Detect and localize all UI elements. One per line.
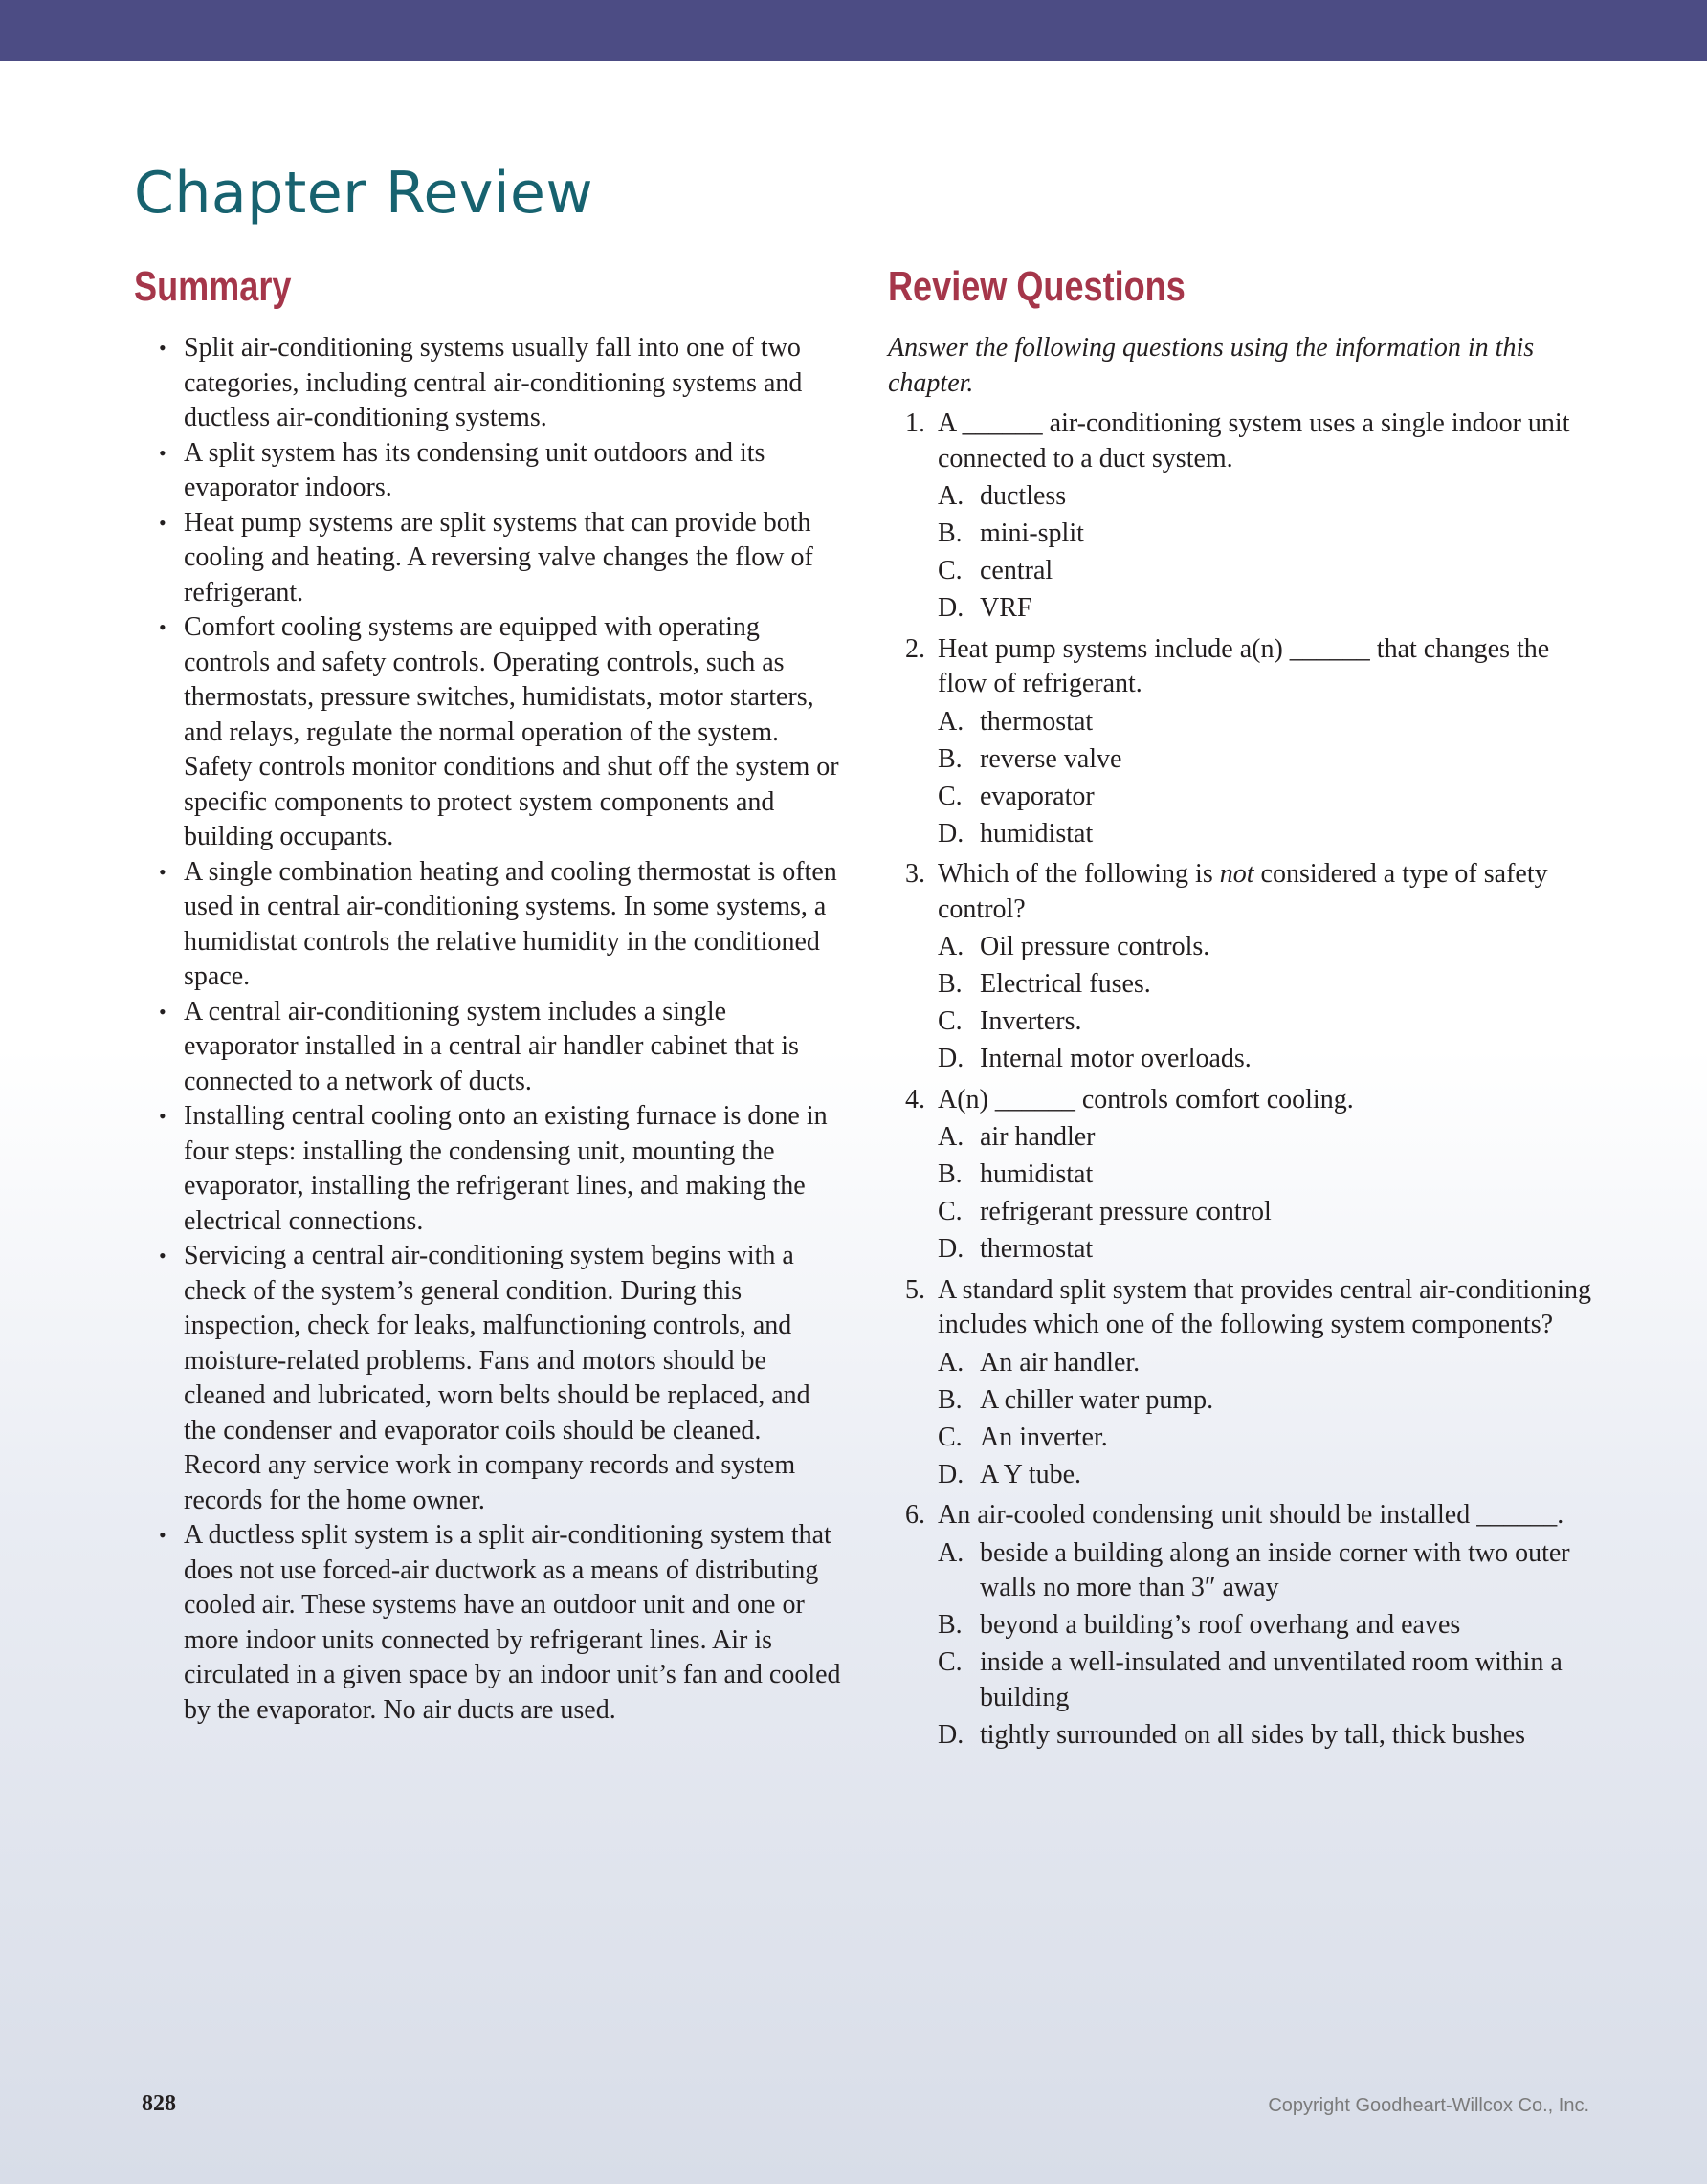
option-letter: A. [938, 1537, 964, 1568]
option-letter: C. [938, 556, 963, 585]
option-letter: C. [938, 1422, 963, 1452]
answer-options [938, 1536, 1596, 1754]
answer-option [938, 705, 1596, 740]
answer-option [938, 1536, 1596, 1606]
summary-item: • A central air-conditioning system includes a single evaporator installed in a central air handler cabinet that is connected to a network of ducts. [184, 995, 842, 1100]
answer-option [938, 479, 1596, 515]
question-number: 4. [905, 1084, 925, 1114]
summary-item: • A ductless split system is a split air-conditioning system that does not use forced-air ductwork as a means of distributing cooled air. These systems have an outdoor unit and one or more indoor units connected by refrigerant lines. Air is circulated in a given space by an indoor unit’s fan and cooled by the evaporator. No air ducts are used. [184, 1518, 842, 1728]
option-letter: A. [938, 706, 964, 737]
option-letter: B. [938, 1384, 963, 1415]
option-text: thermostat [980, 1234, 1094, 1264]
summary-item: • Split air-conditioning systems usually fall into one of two categories, including central air-conditioning systems and ductless air-conditioning systems. [184, 331, 842, 436]
summary-item: • A single combination heating and cooling thermostat is often used in central air-conditioning systems. In some systems, a humidistat controls the relative humidity in the conditioned space. [184, 855, 842, 995]
question-text-before: Which of the following is [938, 859, 1220, 889]
option-letter: B. [938, 969, 963, 999]
option-letter: A. [938, 1347, 964, 1378]
answer-option [938, 930, 1596, 965]
option-text: inside a well-insulated and unventilated room within a building [980, 1647, 1563, 1712]
option-text: central [980, 556, 1053, 585]
option-text: ductless [980, 481, 1067, 511]
option-text: A Y tube. [980, 1459, 1082, 1489]
question-4 [888, 1083, 1596, 1268]
option-letter: A. [938, 1122, 964, 1152]
option-text: refrigerant pressure control [980, 1197, 1272, 1226]
option-text: thermostat [980, 706, 1094, 737]
answer-options [938, 1346, 1596, 1493]
option-letter: D. [938, 1459, 964, 1489]
answer-option [938, 1383, 1596, 1419]
option-text: VRF [980, 593, 1032, 623]
question-number: 3. [905, 859, 925, 889]
option-letter: C. [938, 1006, 963, 1036]
answer-option [938, 1718, 1596, 1754]
answer-options [938, 705, 1596, 852]
question-list [888, 407, 1596, 1753]
question-text: A(n) ______ controls comfort cooling. [938, 1084, 1354, 1114]
page-number: 828 [142, 2091, 176, 2116]
question-text: Heat pump systems include a(n) ______ that changes the flow of refrigerant. [938, 633, 1550, 698]
question-number: 2. [905, 633, 925, 664]
question-text-after: considered a type of safety control? [938, 859, 1548, 924]
answer-option [938, 517, 1596, 552]
option-text: An air handler. [980, 1347, 1141, 1378]
answer-option [938, 1120, 1596, 1156]
summary-item: • A split system has its condensing unit outdoors and its evaporator indoors. [184, 436, 842, 506]
review-intro: Answer the following questions using the information in this chapter. [888, 333, 1535, 398]
copyright-notice: Copyright Goodheart-Willcox Co., Inc. [1268, 2095, 1589, 2116]
answer-options [938, 1120, 1596, 1268]
option-letter: B. [938, 1610, 963, 1640]
option-text: tightly surrounded on all sides by tall, thick bushes [980, 1719, 1526, 1750]
question-text-emphasis: not [1219, 859, 1254, 889]
option-text: A chiller water pump. [980, 1384, 1214, 1415]
answer-option [938, 780, 1596, 815]
option-letter: B. [938, 1159, 963, 1189]
answer-option [938, 1004, 1596, 1040]
answer-option [938, 742, 1596, 778]
answer-option [938, 1458, 1596, 1493]
answer-option [938, 1421, 1596, 1456]
answer-option [938, 591, 1596, 627]
option-letter: D. [938, 1044, 964, 1073]
option-text: Electrical fuses. [980, 969, 1151, 999]
answer-option [938, 967, 1596, 1003]
question-number: 5. [905, 1274, 925, 1305]
summary-section [134, 254, 842, 1728]
option-letter: D. [938, 1719, 964, 1750]
option-letter: B. [938, 743, 963, 774]
option-text: mini-split [980, 518, 1084, 548]
summary-item: • Comfort cooling systems are equipped with operating controls and safety controls. Operating controls, such as thermostats, pressure switches, humidistats, motor starters, and relays, regulate the normal operation of the system. Safety controls monitor conditions and shut off the system or specific components to protect system components and building occupants. [184, 610, 842, 855]
option-letter: C. [938, 781, 963, 811]
answer-option [938, 554, 1596, 589]
question-5 [888, 1273, 1596, 1493]
question-6 [888, 1498, 1596, 1753]
review-questions-heading: Review Questions [888, 263, 1186, 310]
option-text: humidistat [980, 818, 1094, 849]
answer-options [938, 479, 1596, 627]
header-bar [0, 0, 1707, 61]
option-text: Inverters. [980, 1006, 1082, 1036]
option-letter: D. [938, 818, 964, 849]
page-title: Chapter Review [134, 160, 594, 227]
option-text: beyond a building’s roof overhang and eaves [980, 1610, 1461, 1640]
answer-option [938, 1195, 1596, 1230]
option-letter: A. [938, 481, 964, 511]
option-text: reverse valve [980, 743, 1122, 774]
question-text: An air-cooled condensing unit should be installed ______. [938, 1500, 1564, 1530]
review-questions-section [888, 254, 1596, 1758]
summary-list [134, 331, 842, 1728]
answer-option [938, 1645, 1596, 1715]
summary-item: • Heat pump systems are split systems that can provide both cooling and heating. A reversing valve changes the flow of refrigerant. [184, 506, 842, 611]
summary-item: • Installing central cooling onto an existing furnace is done in four steps: installing the condensing unit, mounting the evaporator, installing the refrigerant lines, and making the electrical connections. [184, 1099, 842, 1239]
question-number: 6. [905, 1500, 925, 1530]
answer-option [938, 1608, 1596, 1644]
question-2 [888, 632, 1596, 852]
answer-option [938, 1042, 1596, 1077]
question-text: A standard split system that provides central air-conditioning includes which one of the following system components? [938, 1274, 1591, 1339]
option-letter: D. [938, 593, 964, 623]
option-letter: A. [938, 932, 964, 961]
option-text: air handler [980, 1122, 1096, 1152]
answer-option [938, 1232, 1596, 1268]
option-letter: D. [938, 1234, 964, 1264]
answer-option [938, 1158, 1596, 1193]
question-1 [888, 407, 1596, 627]
question-text: A ______ air-conditioning system uses a single indoor unit connected to a duct system. [938, 408, 1570, 474]
option-text: humidistat [980, 1159, 1094, 1189]
answer-option [938, 817, 1596, 852]
summary-heading: Summary [134, 263, 292, 310]
answer-options [938, 930, 1596, 1077]
option-text: Oil pressure controls. [980, 932, 1210, 961]
question-3 [888, 857, 1596, 1077]
option-letter: C. [938, 1197, 963, 1226]
answer-option [938, 1346, 1596, 1381]
option-letter: C. [938, 1647, 963, 1677]
option-text: An inverter. [980, 1422, 1108, 1452]
option-text: Internal motor overloads. [980, 1044, 1252, 1073]
option-letter: B. [938, 518, 963, 548]
question-number: 1. [905, 408, 925, 438]
option-text: evaporator [980, 781, 1095, 811]
summary-item: • Servicing a central air-conditioning system begins with a check of the system’s general condition. During this inspection, check for leaks, malfunctioning controls, and moisture-related problems. Fans and motors should be cleaned and lubricated, worn belts should be replaced, and the condenser and evaporator coils should be cleaned. Record any service work in company records and system records for the home owner. [184, 1239, 842, 1518]
option-text: beside a building along an inside corner with two outer walls no more than 3″ away [980, 1537, 1570, 1602]
